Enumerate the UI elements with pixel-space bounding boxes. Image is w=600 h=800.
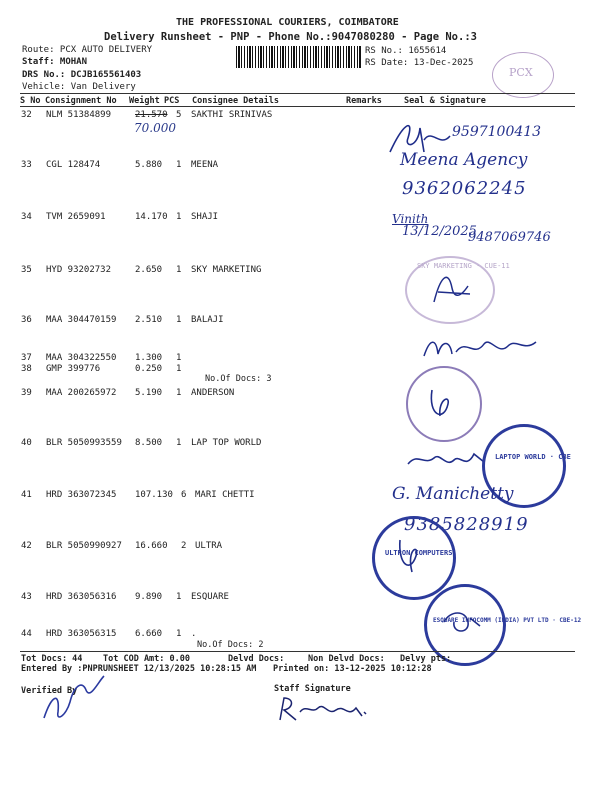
row-41-pcs: 6 bbox=[181, 490, 187, 500]
runsheet-title: Delivery Runsheet - PNP - Phone No.:9047080280 - Page No.:3 bbox=[104, 31, 477, 43]
row-42-consignee: ULTRA bbox=[195, 541, 223, 551]
row-32-weight: 21.570 bbox=[135, 110, 168, 120]
tot-cod-amt: Tot COD Amt: 0.00 bbox=[103, 654, 190, 664]
header-rule-bottom bbox=[20, 106, 575, 107]
row-38-pcs: 1 bbox=[176, 364, 182, 374]
row-34-pcs: 1 bbox=[176, 212, 182, 222]
row-43-weight: 9.890 bbox=[135, 592, 163, 602]
stamp-laptop-world: LAPTOP WORLD · CBE bbox=[482, 424, 566, 508]
company-name: THE PROFESSIONAL COURIERS, COIMBATORE bbox=[176, 17, 399, 28]
col-remarks: Remarks bbox=[346, 96, 382, 106]
row-34-consignee: SHAJI bbox=[191, 212, 219, 222]
row-41-phone-handwritten: 9385828919 bbox=[404, 514, 529, 535]
row-39-cno: MAA 200265972 bbox=[46, 388, 117, 398]
row-39-sno: 39 bbox=[21, 388, 32, 398]
row-41-cno: HRD 363072345 bbox=[46, 490, 117, 500]
col-consignment: Consignment No bbox=[45, 96, 117, 106]
row-34-name-handwritten: Vinith bbox=[392, 212, 429, 226]
row-36-weight: 2.510 bbox=[135, 315, 163, 325]
row-33-sno: 33 bbox=[21, 160, 32, 170]
stamp-sky-marketing: SKY MARKETING · CUE-11 bbox=[405, 256, 495, 324]
row-32-consignee: SAKTHI SRINIVAS bbox=[191, 110, 273, 120]
tot-docs: Tot Docs: 44 bbox=[21, 654, 83, 664]
row-44-docs-note: No.Of Docs: 2 bbox=[197, 640, 264, 650]
drs-number: DRS No.: DCJB165561403 bbox=[22, 70, 142, 80]
barcode bbox=[236, 46, 361, 68]
row-39-weight: 5.190 bbox=[135, 388, 163, 398]
row-40-cno: BLR 5050993559 bbox=[46, 438, 122, 448]
row-40-weight: 8.500 bbox=[135, 438, 163, 448]
row-38-docs-note: No.Of Docs: 3 bbox=[205, 374, 272, 384]
signature-row-42 bbox=[394, 534, 434, 578]
row-32-phone-handwritten: 9597100413 bbox=[452, 124, 542, 140]
header-rule-top bbox=[20, 93, 575, 94]
row-44-cno: HRD 363056315 bbox=[46, 629, 117, 639]
row-38-weight: 0.250 bbox=[135, 364, 163, 374]
row-40-sno: 40 bbox=[21, 438, 32, 448]
row-40-consignee: LAP TOP WORLD bbox=[191, 438, 262, 448]
row-42-weight: 16.660 bbox=[135, 541, 168, 551]
vehicle-label: Vehicle: Van Delivery bbox=[22, 82, 136, 92]
signature-row-37 bbox=[420, 332, 540, 362]
row-35-cno: HYD 93202732 bbox=[46, 265, 112, 275]
row-34-cno: TVM 2659091 bbox=[46, 212, 106, 222]
signature-row-40 bbox=[404, 442, 488, 472]
row-37-cno: MAA 304322550 bbox=[46, 353, 117, 363]
row-43-sno: 43 bbox=[21, 592, 32, 602]
signature-row-43 bbox=[440, 606, 484, 638]
row-35-weight: 2.650 bbox=[135, 265, 163, 275]
row-41-consignee: MARI CHETTI bbox=[195, 490, 255, 500]
verified-by-label: Verified By bbox=[21, 686, 78, 696]
row-43-cno: HRD 363056316 bbox=[46, 592, 117, 602]
row-36-cno: MAA 304470159 bbox=[46, 315, 117, 325]
row-33-weight: 5.880 bbox=[135, 160, 163, 170]
row-33-pcs: 1 bbox=[176, 160, 182, 170]
entered-by: Entered By :PNPRUNSHEET 12/13/2025 10:28:15 AM bbox=[21, 664, 257, 674]
row-33-consignee: MEENA bbox=[191, 160, 219, 170]
row-33-phone-handwritten: 9362062245 bbox=[402, 178, 527, 199]
staff-label: Staff: MOHAN bbox=[22, 57, 88, 67]
non-delvd-docs: Non Delvd Docs: bbox=[308, 654, 385, 664]
row-41-name-handwritten: G. Manichetty bbox=[392, 484, 514, 504]
verified-by-signature bbox=[38, 672, 108, 726]
row-32-sno: 32 bbox=[21, 110, 32, 120]
row-35-sno: 35 bbox=[21, 265, 32, 275]
signature-row-39 bbox=[424, 386, 458, 426]
row-39-pcs: 1 bbox=[176, 388, 182, 398]
col-weight: Weight bbox=[129, 96, 160, 106]
row-38-sno: 38 bbox=[21, 364, 32, 374]
row-44-pcs: 1 bbox=[176, 629, 182, 639]
staff-signature-label: Staff Signature bbox=[274, 684, 351, 694]
row-43-pcs: 1 bbox=[176, 592, 182, 602]
row-37-weight: 1.300 bbox=[135, 353, 163, 363]
row-44-sno: 44 bbox=[21, 629, 32, 639]
row-34-date-handwritten: 13/12/2025 bbox=[402, 224, 477, 239]
rs-date: RS Date: 13-Dec-2025 bbox=[365, 58, 474, 68]
row-37-sno: 37 bbox=[21, 353, 32, 363]
corner-stamp: PCX bbox=[492, 52, 554, 98]
row-34-phone-handwritten: 9487069746 bbox=[468, 230, 551, 245]
row-39-consignee: ANDERSON bbox=[191, 388, 235, 398]
signature-row-35 bbox=[430, 268, 474, 306]
row-32-cno: NLM 51384899 bbox=[46, 110, 112, 120]
row-33-cno: CGL 128474 bbox=[46, 160, 101, 170]
row-36-sno: 36 bbox=[21, 315, 32, 325]
col-seal: Seal & Signature bbox=[404, 96, 486, 106]
row-41-sno: 41 bbox=[21, 490, 32, 500]
footer-rule bbox=[20, 651, 575, 652]
col-sno: S No bbox=[20, 96, 41, 106]
row-42-pcs: 2 bbox=[181, 541, 187, 551]
row-37-pcs: 1 bbox=[176, 353, 182, 363]
row-36-pcs: 1 bbox=[176, 315, 182, 325]
row-32-pcs: 5 bbox=[176, 110, 182, 120]
row-34-weight: 14.170 bbox=[135, 212, 168, 222]
col-consignee: Consignee Details bbox=[192, 96, 279, 106]
row-40-pcs: 1 bbox=[176, 438, 182, 448]
stamp-esquare: ESQUARE INFOCOMM (INDIA) PVT LTD · CBE-12 bbox=[424, 584, 506, 666]
row-44-consignee: . bbox=[191, 629, 197, 639]
row-35-consignee: SKY MARKETING bbox=[191, 265, 262, 275]
row-41-weight: 107.130 bbox=[135, 490, 173, 500]
row-33-name-handwritten: Meena Agency bbox=[400, 150, 528, 170]
col-pcs: PCS bbox=[164, 96, 180, 106]
delvy-pts: Delvy pts: bbox=[400, 654, 452, 664]
route-label: Route: PCX AUTO DELIVERY bbox=[22, 45, 153, 55]
stamp-ultron-computers: ULTRON COMPUTERS bbox=[372, 516, 456, 600]
row-35-pcs: 1 bbox=[176, 265, 182, 275]
delvd-docs: Delvd Docs: bbox=[228, 654, 285, 664]
row-38-cno: GMP 399776 bbox=[46, 364, 101, 374]
staff-signature bbox=[276, 694, 372, 724]
row-44-weight: 6.660 bbox=[135, 629, 163, 639]
row-42-sno: 42 bbox=[21, 541, 32, 551]
rs-number: RS No.: 1655614 bbox=[365, 46, 447, 56]
row-32-weight-handwritten: 70.000 bbox=[134, 121, 176, 135]
row-42-cno: BLR 5050990927 bbox=[46, 541, 122, 551]
row-36-consignee: BALAJI bbox=[191, 315, 224, 325]
row-34-sno: 34 bbox=[21, 212, 32, 222]
printed-on: Printed on: 13-12-2025 10:12:28 bbox=[273, 664, 432, 674]
row-43-consignee: ESQUARE bbox=[191, 592, 229, 602]
